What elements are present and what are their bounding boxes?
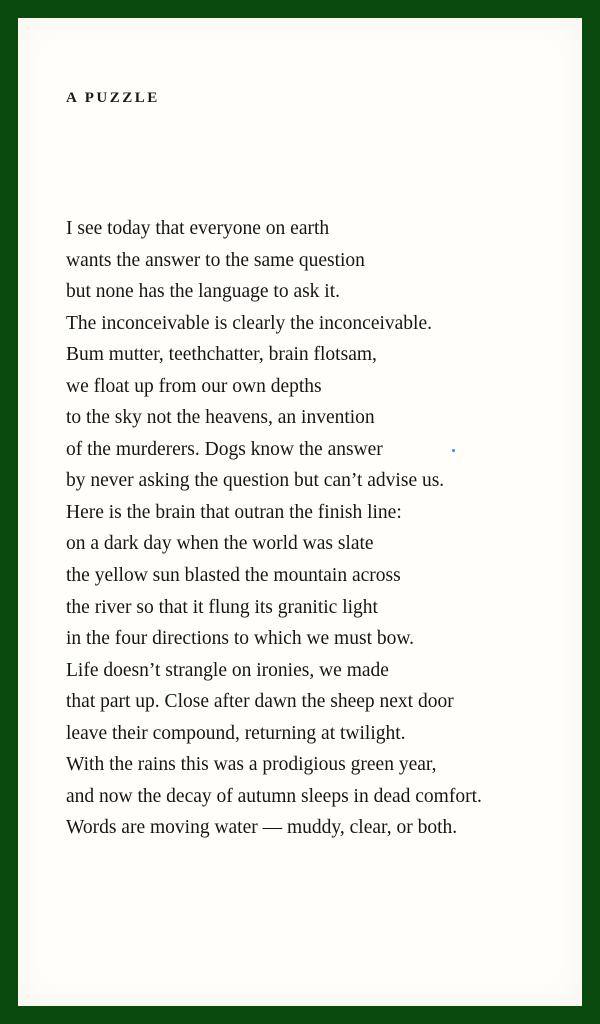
- poem-line: leave their compound, returning at twilight.: [66, 722, 406, 744]
- poem-line: on a dark day when the world was slate: [66, 533, 374, 555]
- poem-line: I see today that everyone on earth: [66, 218, 330, 239]
- poem-line: but none has the language to ask it.: [66, 281, 341, 303]
- poem-line: we float up from our own depths: [66, 375, 322, 397]
- poem-line: Life doesn’t strangle on ironies, we made: [66, 659, 389, 681]
- poem-line: wants the answer to the same question: [66, 249, 365, 271]
- poem-line: Here is the brain that outran the finish line:: [66, 501, 402, 523]
- poem-title: A PUZZLE: [66, 90, 160, 106]
- poem-line: and now the decay of autumn sleeps in dead comfort.: [66, 785, 482, 807]
- poem-line: that part up. Close after dawn the sheep next door: [66, 691, 454, 713]
- poem-line: Words are moving water — muddy, clear, or both.: [66, 817, 458, 839]
- poem-line: The inconceivable is clearly the inconceivable.: [66, 312, 432, 334]
- poem-line: the river so that it flung its granitic light: [66, 596, 378, 618]
- poem-line: the yellow sun blasted the mountain across: [66, 565, 401, 587]
- poem-line: Bum mutter, teethchatter, brain flotsam,: [66, 344, 377, 366]
- poem-line: With the rains this was a prodigious green year,: [66, 754, 437, 776]
- poem-line: to the sky not the heavens, an invention: [66, 407, 375, 429]
- poem-body: [66, 213, 482, 844]
- poem-line: of the murderers. Dogs know the answer: [66, 438, 383, 460]
- book-page: [18, 18, 582, 1006]
- poem-line: by never asking the question but can’t advise us.: [66, 470, 445, 492]
- poem-line: in the four directions to which we must bow.: [66, 628, 415, 650]
- ink-speck: [452, 449, 455, 452]
